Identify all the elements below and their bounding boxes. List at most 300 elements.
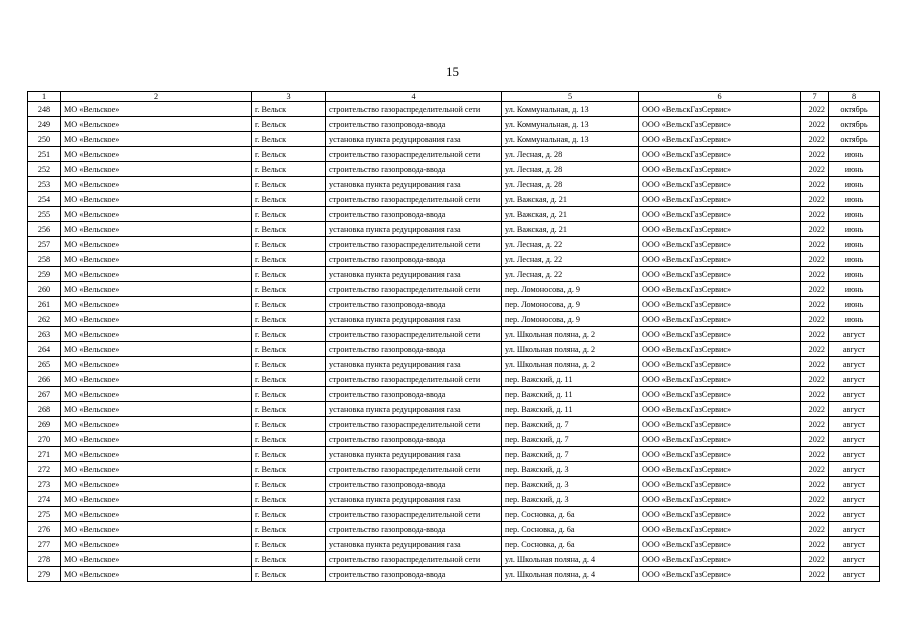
table-row	[28, 267, 880, 282]
cell-settlement: г. Вельск	[252, 522, 326, 537]
cell-settlement: г. Вельск	[252, 387, 326, 402]
cell-work-type: строительство газопровода-ввода	[326, 162, 502, 177]
cell-settlement: г. Вельск	[252, 537, 326, 552]
cell-contractor: ООО «ВельскГазСервис»	[639, 417, 801, 432]
cell-year: 2022	[801, 552, 829, 567]
table-row	[28, 177, 880, 192]
cell-settlement: г. Вельск	[252, 237, 326, 252]
cell-municipality: МО «Вельское»	[61, 357, 252, 372]
cell-year: 2022	[801, 507, 829, 522]
cell-work-type: строительство газораспределительной сети	[326, 327, 502, 342]
cell-municipality: МО «Вельское»	[61, 177, 252, 192]
cell-row-number: 262	[28, 312, 61, 327]
cell-row-number: 277	[28, 537, 61, 552]
cell-settlement: г. Вельск	[252, 327, 326, 342]
cell-settlement: г. Вельск	[252, 162, 326, 177]
cell-row-number: 276	[28, 522, 61, 537]
cell-year: 2022	[801, 297, 829, 312]
cell-address: пер. Важский, д. 11	[502, 372, 639, 387]
cell-address: пер. Важский, д. 11	[502, 402, 639, 417]
cell-year: 2022	[801, 432, 829, 447]
cell-settlement: г. Вельск	[252, 462, 326, 477]
cell-municipality: МО «Вельское»	[61, 222, 252, 237]
cell-address: ул. Коммунальная, д. 13	[502, 117, 639, 132]
cell-settlement: г. Вельск	[252, 177, 326, 192]
cell-contractor: ООО «ВельскГазСервис»	[639, 207, 801, 222]
cell-contractor: ООО «ВельскГазСервис»	[639, 357, 801, 372]
cell-settlement: г. Вельск	[252, 507, 326, 522]
cell-year: 2022	[801, 402, 829, 417]
cell-contractor: ООО «ВельскГазСервис»	[639, 537, 801, 552]
cell-row-number: 268	[28, 402, 61, 417]
cell-year: 2022	[801, 342, 829, 357]
cell-contractor: ООО «ВельскГазСервис»	[639, 477, 801, 492]
cell-month: август	[829, 417, 880, 432]
cell-contractor: ООО «ВельскГазСервис»	[639, 387, 801, 402]
cell-month: август	[829, 357, 880, 372]
cell-contractor: ООО «ВельскГазСервис»	[639, 312, 801, 327]
table-row	[28, 327, 880, 342]
cell-contractor: ООО «ВельскГазСервис»	[639, 492, 801, 507]
cell-contractor: ООО «ВельскГазСервис»	[639, 282, 801, 297]
table-row	[28, 522, 880, 537]
cell-contractor: ООО «ВельскГазСервис»	[639, 222, 801, 237]
cell-contractor: ООО «ВельскГазСервис»	[639, 447, 801, 462]
col-header-1: 1	[28, 92, 61, 102]
cell-contractor: ООО «ВельскГазСервис»	[639, 267, 801, 282]
cell-settlement: г. Вельск	[252, 222, 326, 237]
table-row	[28, 342, 880, 357]
cell-work-type: строительство газопровода-ввода	[326, 207, 502, 222]
cell-municipality: МО «Вельское»	[61, 252, 252, 267]
cell-month: июнь	[829, 192, 880, 207]
cell-work-type: установка пункта редуцирования газа	[326, 132, 502, 147]
cell-year: 2022	[801, 162, 829, 177]
cell-address: ул. Коммунальная, д. 13	[502, 132, 639, 147]
cell-year: 2022	[801, 132, 829, 147]
cell-address: ул. Коммунальная, д. 13	[502, 102, 639, 117]
table-row	[28, 207, 880, 222]
cell-month: август	[829, 387, 880, 402]
cell-month: июнь	[829, 147, 880, 162]
table-row	[28, 567, 880, 582]
cell-contractor: ООО «ВельскГазСервис»	[639, 402, 801, 417]
cell-month: июнь	[829, 222, 880, 237]
cell-month: октябрь	[829, 132, 880, 147]
cell-settlement: г. Вельск	[252, 117, 326, 132]
table-row	[28, 132, 880, 147]
table-row	[28, 147, 880, 162]
cell-year: 2022	[801, 147, 829, 162]
cell-municipality: МО «Вельское»	[61, 342, 252, 357]
cell-address: ул. Школьная поляна, д. 2	[502, 342, 639, 357]
cell-settlement: г. Вельск	[252, 267, 326, 282]
cell-year: 2022	[801, 357, 829, 372]
cell-contractor: ООО «ВельскГазСервис»	[639, 237, 801, 252]
cell-year: 2022	[801, 222, 829, 237]
table-row	[28, 417, 880, 432]
cell-work-type: установка пункта редуцирования газа	[326, 357, 502, 372]
cell-work-type: установка пункта редуцирования газа	[326, 177, 502, 192]
cell-settlement: г. Вельск	[252, 132, 326, 147]
table-row	[28, 252, 880, 267]
cell-row-number: 275	[28, 507, 61, 522]
cell-month: июнь	[829, 237, 880, 252]
cell-address: ул. Школьная поляна, д. 2	[502, 327, 639, 342]
cell-contractor: ООО «ВельскГазСервис»	[639, 117, 801, 132]
cell-row-number: 258	[28, 252, 61, 267]
cell-municipality: МО «Вельское»	[61, 552, 252, 567]
cell-contractor: ООО «ВельскГазСервис»	[639, 342, 801, 357]
cell-contractor: ООО «ВельскГазСервис»	[639, 522, 801, 537]
cell-address: пер. Важский, д. 11	[502, 387, 639, 402]
table-row	[28, 492, 880, 507]
cell-work-type: строительство газопровода-ввода	[326, 342, 502, 357]
cell-address: пер. Сосновка, д. 6а	[502, 507, 639, 522]
cell-year: 2022	[801, 192, 829, 207]
table-row	[28, 282, 880, 297]
cell-address: ул. Школьная поляна, д. 4	[502, 567, 639, 582]
cell-work-type: строительство газораспределительной сети	[326, 192, 502, 207]
table-row	[28, 222, 880, 237]
table-row	[28, 357, 880, 372]
cell-work-type: строительство газопровода-ввода	[326, 117, 502, 132]
cell-address: пер. Важский, д. 7	[502, 417, 639, 432]
cell-work-type: строительство газопровода-ввода	[326, 567, 502, 582]
cell-settlement: г. Вельск	[252, 207, 326, 222]
cell-municipality: МО «Вельское»	[61, 372, 252, 387]
cell-row-number: 270	[28, 432, 61, 447]
col-header-7: 7	[801, 92, 829, 102]
cell-municipality: МО «Вельское»	[61, 462, 252, 477]
cell-address: ул. Лесная, д. 22	[502, 237, 639, 252]
cell-row-number: 273	[28, 477, 61, 492]
cell-address: пер. Важский, д. 3	[502, 477, 639, 492]
cell-work-type: строительство газопровода-ввода	[326, 387, 502, 402]
cell-work-type: строительство газопровода-ввода	[326, 297, 502, 312]
cell-contractor: ООО «ВельскГазСервис»	[639, 507, 801, 522]
cell-work-type: установка пункта редуцирования газа	[326, 222, 502, 237]
cell-municipality: МО «Вельское»	[61, 402, 252, 417]
cell-row-number: 278	[28, 552, 61, 567]
cell-row-number: 259	[28, 267, 61, 282]
cell-row-number: 272	[28, 462, 61, 477]
cell-month: август	[829, 462, 880, 477]
cell-row-number: 248	[28, 102, 61, 117]
cell-municipality: МО «Вельское»	[61, 447, 252, 462]
cell-settlement: г. Вельск	[252, 477, 326, 492]
cell-municipality: МО «Вельское»	[61, 102, 252, 117]
cell-municipality: МО «Вельское»	[61, 207, 252, 222]
cell-year: 2022	[801, 372, 829, 387]
page-number: 15	[446, 64, 459, 79]
table-body	[28, 102, 880, 582]
cell-row-number: 267	[28, 387, 61, 402]
cell-address: ул. Лесная, д. 28	[502, 162, 639, 177]
cell-address: ул. Важская, д. 21	[502, 207, 639, 222]
col-header-2: 2	[61, 92, 252, 102]
cell-contractor: ООО «ВельскГазСервис»	[639, 132, 801, 147]
cell-address: пер. Ломоносова, д. 9	[502, 312, 639, 327]
cell-settlement: г. Вельск	[252, 432, 326, 447]
cell-year: 2022	[801, 102, 829, 117]
cell-month: август	[829, 402, 880, 417]
cell-month: июнь	[829, 177, 880, 192]
cell-address: пер. Ломоносова, д. 9	[502, 297, 639, 312]
cell-work-type: строительство газопровода-ввода	[326, 252, 502, 267]
cell-contractor: ООО «ВельскГазСервис»	[639, 192, 801, 207]
cell-month: август	[829, 447, 880, 462]
cell-row-number: 250	[28, 132, 61, 147]
table-row	[28, 432, 880, 447]
cell-month: август	[829, 477, 880, 492]
cell-address: ул. Лесная, д. 28	[502, 147, 639, 162]
cell-work-type: строительство газораспределительной сети	[326, 102, 502, 117]
cell-settlement: г. Вельск	[252, 357, 326, 372]
cell-row-number: 249	[28, 117, 61, 132]
cell-work-type: установка пункта редуцирования газа	[326, 492, 502, 507]
cell-address: пер. Важский, д. 3	[502, 462, 639, 477]
cell-row-number: 271	[28, 447, 61, 462]
cell-address: ул. Лесная, д. 22	[502, 252, 639, 267]
cell-year: 2022	[801, 537, 829, 552]
cell-address: ул. Важская, д. 21	[502, 192, 639, 207]
cell-year: 2022	[801, 327, 829, 342]
cell-settlement: г. Вельск	[252, 147, 326, 162]
cell-work-type: строительство газопровода-ввода	[326, 522, 502, 537]
cell-settlement: г. Вельск	[252, 372, 326, 387]
cell-work-type: строительство газопровода-ввода	[326, 432, 502, 447]
table-row	[28, 192, 880, 207]
cell-work-type: установка пункта редуцирования газа	[326, 447, 502, 462]
cell-municipality: МО «Вельское»	[61, 507, 252, 522]
cell-contractor: ООО «ВельскГазСервис»	[639, 552, 801, 567]
cell-municipality: МО «Вельское»	[61, 432, 252, 447]
cell-work-type: строительство газораспределительной сети	[326, 552, 502, 567]
table-row	[28, 117, 880, 132]
cell-address: ул. Школьная поляна, д. 4	[502, 552, 639, 567]
table-row	[28, 102, 880, 117]
cell-settlement: г. Вельск	[252, 282, 326, 297]
cell-municipality: МО «Вельское»	[61, 237, 252, 252]
cell-month: октябрь	[829, 102, 880, 117]
cell-contractor: ООО «ВельскГазСервис»	[639, 327, 801, 342]
cell-work-type: строительство газораспределительной сети	[326, 147, 502, 162]
table-row	[28, 237, 880, 252]
cell-row-number: 279	[28, 567, 61, 582]
cell-row-number: 274	[28, 492, 61, 507]
cell-row-number: 252	[28, 162, 61, 177]
table-row	[28, 162, 880, 177]
cell-row-number: 256	[28, 222, 61, 237]
cell-row-number: 260	[28, 282, 61, 297]
cell-municipality: МО «Вельское»	[61, 192, 252, 207]
cell-work-type: строительство газораспределительной сети	[326, 462, 502, 477]
cell-contractor: ООО «ВельскГазСервис»	[639, 567, 801, 582]
cell-year: 2022	[801, 207, 829, 222]
col-header-4: 4	[326, 92, 502, 102]
cell-address: пер. Ломоносова, д. 9	[502, 282, 639, 297]
col-header-6: 6	[639, 92, 801, 102]
cell-row-number: 257	[28, 237, 61, 252]
cell-month: июнь	[829, 297, 880, 312]
cell-row-number: 269	[28, 417, 61, 432]
cell-settlement: г. Вельск	[252, 342, 326, 357]
cell-row-number: 263	[28, 327, 61, 342]
table-row	[28, 297, 880, 312]
cell-address: ул. Лесная, д. 28	[502, 177, 639, 192]
cell-settlement: г. Вельск	[252, 312, 326, 327]
cell-settlement: г. Вельск	[252, 567, 326, 582]
cell-year: 2022	[801, 567, 829, 582]
cell-municipality: МО «Вельское»	[61, 162, 252, 177]
table-row	[28, 312, 880, 327]
cell-month: август	[829, 537, 880, 552]
cell-settlement: г. Вельск	[252, 492, 326, 507]
cell-work-type: строительство газораспределительной сети	[326, 507, 502, 522]
cell-month: август	[829, 492, 880, 507]
cell-municipality: МО «Вельское»	[61, 477, 252, 492]
cell-year: 2022	[801, 177, 829, 192]
cell-month: июнь	[829, 282, 880, 297]
table-row	[28, 507, 880, 522]
cell-row-number: 261	[28, 297, 61, 312]
cell-year: 2022	[801, 117, 829, 132]
cell-row-number: 251	[28, 147, 61, 162]
col-header-8: 8	[829, 92, 880, 102]
cell-year: 2022	[801, 417, 829, 432]
cell-work-type: строительство газораспределительной сети	[326, 417, 502, 432]
cell-municipality: МО «Вельское»	[61, 297, 252, 312]
cell-month: август	[829, 507, 880, 522]
cell-municipality: МО «Вельское»	[61, 117, 252, 132]
cell-contractor: ООО «ВельскГазСервис»	[639, 147, 801, 162]
cell-address: ул. Важская, д. 21	[502, 222, 639, 237]
cell-year: 2022	[801, 252, 829, 267]
cell-year: 2022	[801, 462, 829, 477]
cell-settlement: г. Вельск	[252, 417, 326, 432]
table-row	[28, 447, 880, 462]
cell-municipality: МО «Вельское»	[61, 492, 252, 507]
cell-row-number: 254	[28, 192, 61, 207]
cell-row-number: 265	[28, 357, 61, 372]
cell-year: 2022	[801, 522, 829, 537]
cell-month: август	[829, 342, 880, 357]
cell-work-type: установка пункта редуцирования газа	[326, 537, 502, 552]
cell-settlement: г. Вельск	[252, 252, 326, 267]
cell-contractor: ООО «ВельскГазСервис»	[639, 432, 801, 447]
cell-municipality: МО «Вельское»	[61, 387, 252, 402]
cell-year: 2022	[801, 477, 829, 492]
col-header-5: 5	[502, 92, 639, 102]
cell-address: ул. Лесная, д. 22	[502, 267, 639, 282]
table-row	[28, 537, 880, 552]
table-row	[28, 552, 880, 567]
cell-municipality: МО «Вельское»	[61, 282, 252, 297]
cell-contractor: ООО «ВельскГазСервис»	[639, 102, 801, 117]
cell-year: 2022	[801, 237, 829, 252]
cell-work-type: установка пункта редуцирования газа	[326, 312, 502, 327]
cell-contractor: ООО «ВельскГазСервис»	[639, 252, 801, 267]
cell-settlement: г. Вельск	[252, 447, 326, 462]
cell-month: август	[829, 327, 880, 342]
cell-year: 2022	[801, 282, 829, 297]
cell-municipality: МО «Вельское»	[61, 147, 252, 162]
cell-year: 2022	[801, 387, 829, 402]
cell-address: ул. Школьная поляна, д. 2	[502, 357, 639, 372]
table-row	[28, 462, 880, 477]
cell-address: пер. Сосновка, д. 6а	[502, 537, 639, 552]
cell-address: пер. Важский, д. 3	[502, 492, 639, 507]
cell-municipality: МО «Вельское»	[61, 312, 252, 327]
cell-year: 2022	[801, 312, 829, 327]
cell-month: август	[829, 522, 880, 537]
cell-row-number: 255	[28, 207, 61, 222]
cell-contractor: ООО «ВельскГазСервис»	[639, 372, 801, 387]
cell-settlement: г. Вельск	[252, 297, 326, 312]
cell-address: пер. Сосновка, д. 6а	[502, 522, 639, 537]
table-row	[28, 477, 880, 492]
cell-work-type: строительство газораспределительной сети	[326, 282, 502, 297]
cell-month: август	[829, 567, 880, 582]
cell-work-type: установка пункта редуцирования газа	[326, 402, 502, 417]
cell-year: 2022	[801, 267, 829, 282]
cell-settlement: г. Вельск	[252, 192, 326, 207]
cell-month: июнь	[829, 267, 880, 282]
cell-work-type: установка пункта редуцирования газа	[326, 267, 502, 282]
cell-municipality: МО «Вельское»	[61, 417, 252, 432]
col-header-3: 3	[252, 92, 326, 102]
cell-month: август	[829, 552, 880, 567]
table-header-row	[28, 92, 880, 102]
cell-row-number: 266	[28, 372, 61, 387]
table-row	[28, 402, 880, 417]
cell-month: июнь	[829, 252, 880, 267]
cell-month: июнь	[829, 162, 880, 177]
cell-year: 2022	[801, 492, 829, 507]
cell-municipality: МО «Вельское»	[61, 537, 252, 552]
cell-month: август	[829, 432, 880, 447]
cell-municipality: МО «Вельское»	[61, 132, 252, 147]
cell-contractor: ООО «ВельскГазСервис»	[639, 462, 801, 477]
cell-month: октябрь	[829, 117, 880, 132]
cell-municipality: МО «Вельское»	[61, 567, 252, 582]
cell-contractor: ООО «ВельскГазСервис»	[639, 162, 801, 177]
cell-row-number: 264	[28, 342, 61, 357]
cell-settlement: г. Вельск	[252, 102, 326, 117]
table-row	[28, 372, 880, 387]
cell-municipality: МО «Вельское»	[61, 327, 252, 342]
cell-settlement: г. Вельск	[252, 402, 326, 417]
table-row	[28, 387, 880, 402]
cell-work-type: строительство газопровода-ввода	[326, 477, 502, 492]
cell-row-number: 253	[28, 177, 61, 192]
cell-municipality: МО «Вельское»	[61, 522, 252, 537]
cell-month: август	[829, 372, 880, 387]
cell-work-type: строительство газораспределительной сети	[326, 372, 502, 387]
cell-month: июнь	[829, 312, 880, 327]
cell-month: июнь	[829, 207, 880, 222]
work-schedule-table	[27, 91, 880, 582]
cell-year: 2022	[801, 447, 829, 462]
cell-settlement: г. Вельск	[252, 552, 326, 567]
cell-municipality: МО «Вельское»	[61, 267, 252, 282]
cell-contractor: ООО «ВельскГазСервис»	[639, 297, 801, 312]
cell-address: пер. Важский, д. 7	[502, 447, 639, 462]
cell-work-type: строительство газораспределительной сети	[326, 237, 502, 252]
cell-contractor: ООО «ВельскГазСервис»	[639, 177, 801, 192]
cell-address: пер. Важский, д. 7	[502, 432, 639, 447]
